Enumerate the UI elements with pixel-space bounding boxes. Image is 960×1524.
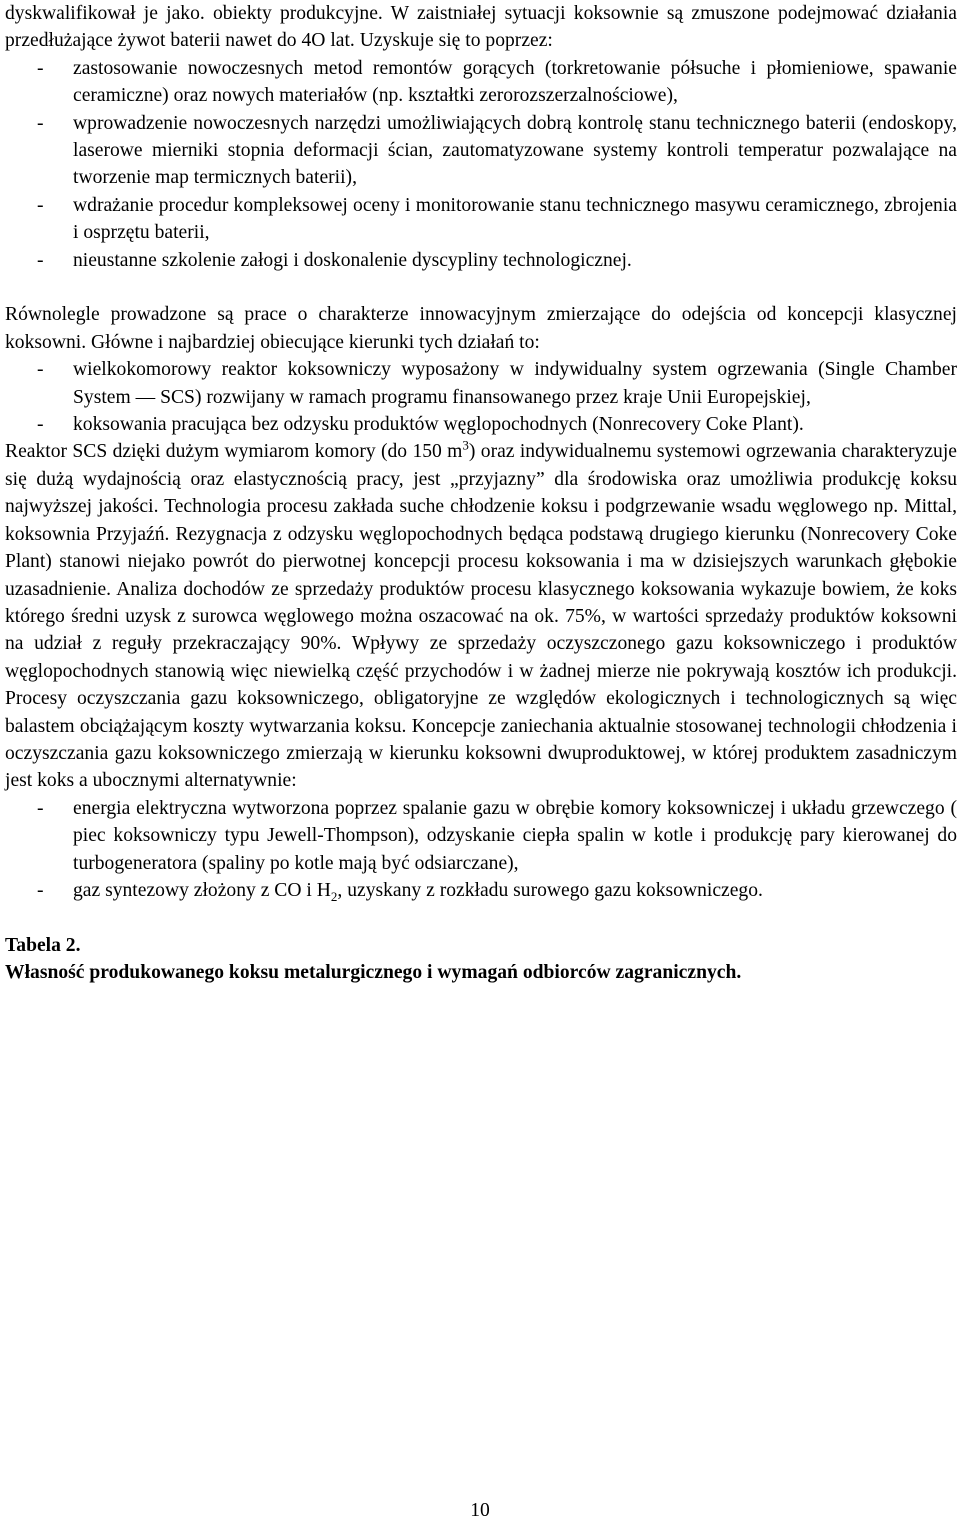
page-number: 10 — [470, 1500, 490, 1521]
document-page — [5, 0, 957, 987]
list-dash: - — [37, 57, 44, 79]
list-dash: - — [37, 194, 44, 216]
table-label: Tabela 2. — [5, 934, 81, 956]
paragraph-gap — [5, 274, 957, 301]
list-dash: - — [37, 414, 44, 436]
list-item: - wielkokomorowy reaktor koksowniczy wyposażony w indywidualny system ogrzewania (Single Chamber System — SCS) rozwijany w ramach programu finansowanego przez kraje Unii Europejskiej, — [5, 356, 957, 411]
list-item: - energia elektryczna wytworzona poprzez spalanie gazu w obrębie komory koksowniczej i układu grzewczego ( piec koksowniczy typu Jewell-Thompson), odzyskanie ciepła spalin w kotle i produkcję pary kierowanej do turbogeneratora (spaliny po kotle mają być odsiarczane), — [5, 795, 957, 877]
superscript: 3 — [462, 437, 469, 453]
paragraph-gap — [5, 904, 957, 931]
list-item: - wprowadzenie nowoczesnych narzędzi umożliwiających dobrą kontrolę stanu technicznego baterii (endoskopy, laserowe mierniki stopnia deformacji ścian, zautomatyzowane systemy kontroli temperatur pozwalające na tworzenie map termicznych baterii), — [5, 110, 957, 192]
by-products-list — [5, 795, 957, 905]
list-item: - zastosowanie nowoczesnych metod remontów gorących (torkretowanie półsuche i płomieniowe, spawanie ceramiczne) oraz nowych materiałów (np. kształtki zerorozszerzalnościowe), — [5, 55, 957, 110]
list-item: - wdrażanie procedur kompleksowej oceny i monitorowanie stanu technicznego masywu ceramicznego, zbrojenia i osprzętu baterii, — [5, 192, 957, 247]
list-item: - nieustanne szkolenie załogi i doskonalenie dyscypliny technologicznej. — [5, 247, 957, 274]
list-dash: - — [37, 359, 44, 381]
list-dash: - — [37, 249, 44, 271]
list-item: - koksowania pracująca bez odzysku produktów węglopochodnych (Nonrecovery Coke Plant). — [5, 411, 957, 438]
paragraph-scs-reactor: Reaktor SCS dzięki dużym wymiarom komory (do 150 $m^3$) oraz indywidualnemu systemowi ogrzewania charakteryzuje się dużą wydajnością oraz elastycznością pracy, jest „przyjazny” dla środowiska oraz umożliwia produkcję koksu najwyższej jakości. Technologia procesu zakłada suche chłodzenie koksu i podgrzewanie wsadu węglowego np. Mittal, koksownia Przyjaźń. Rezygnacja z odzysku węglopochodnych będąca podstawą drugiego kierunku (Nonrecovery Coke Plant) stanowi niejako powrót do pierwotnej koncepcji procesu koksowania i ma w dzisiejszych warunkach głębokie uzasadnienie. Analiza dochodów ze sprzedaży produktów procesu klasycznego koksowania wykazuje bowiem, że koks którego średni uzysk z surowca węglowego można oszacować na ok. 75%, w wartości sprzedaży produktów koksowni na udział z reguły przekraczający 90%. Wpływy ze sprzedaży oczyszczonego gazu koksowniczego i produktów węglopochodnych stanowią więc niewielką część przychodów i w żadnej mierze nie pokrywają kosztów ich produkcji. Procesy oczyszczania gazu koksowniczego, obligatoryjne ze względów ekologicznych i technologicznych są więc balastem obciążającym koszty wytwarzania koksu. Koncepcje zaniechania aktualnie stosowanej technologii chłodzenia i oczyszczania gazu koksowniczego zmierzają w kierunku koksowni dwuproduktowej, w której produktem zasadniczym jest koks a ubocznymi alternatywnie: — [5, 437, 957, 792]
list-item: - gaz syntezowy złożony z CO i $H_2$, uzyskany z rozkładu surowego gazu koksowniczego. — [5, 877, 957, 904]
innovation-directions-list — [5, 356, 957, 438]
table-title: Własność produkowanego koksu metalurgicznego i wymagań odbiorców zagranicznych. — [5, 962, 742, 984]
paragraph-innovations: Równolegle prowadzone są prace o charakterze innowacyjnym zmierzające do odejścia od koncepcji klasycznej koksowni. Główne i najbardziej obiecujące kierunki tych działań to: — [5, 304, 957, 353]
list-dash: - — [37, 797, 44, 819]
battery-life-measures-list — [5, 55, 957, 274]
list-dash: - — [37, 879, 44, 901]
paragraph-battery-life: dyskwalifikował je jako. obiekty produkcyjne. W zaistniałej sytuacji koksownie są zmuszone podejmować działania przedłużające żywot baterii nawet do 4O lat. Uzyskuje się to poprzez: — [5, 3, 957, 52]
subscript: 2 — [330, 888, 338, 904]
list-dash: - — [37, 112, 44, 134]
